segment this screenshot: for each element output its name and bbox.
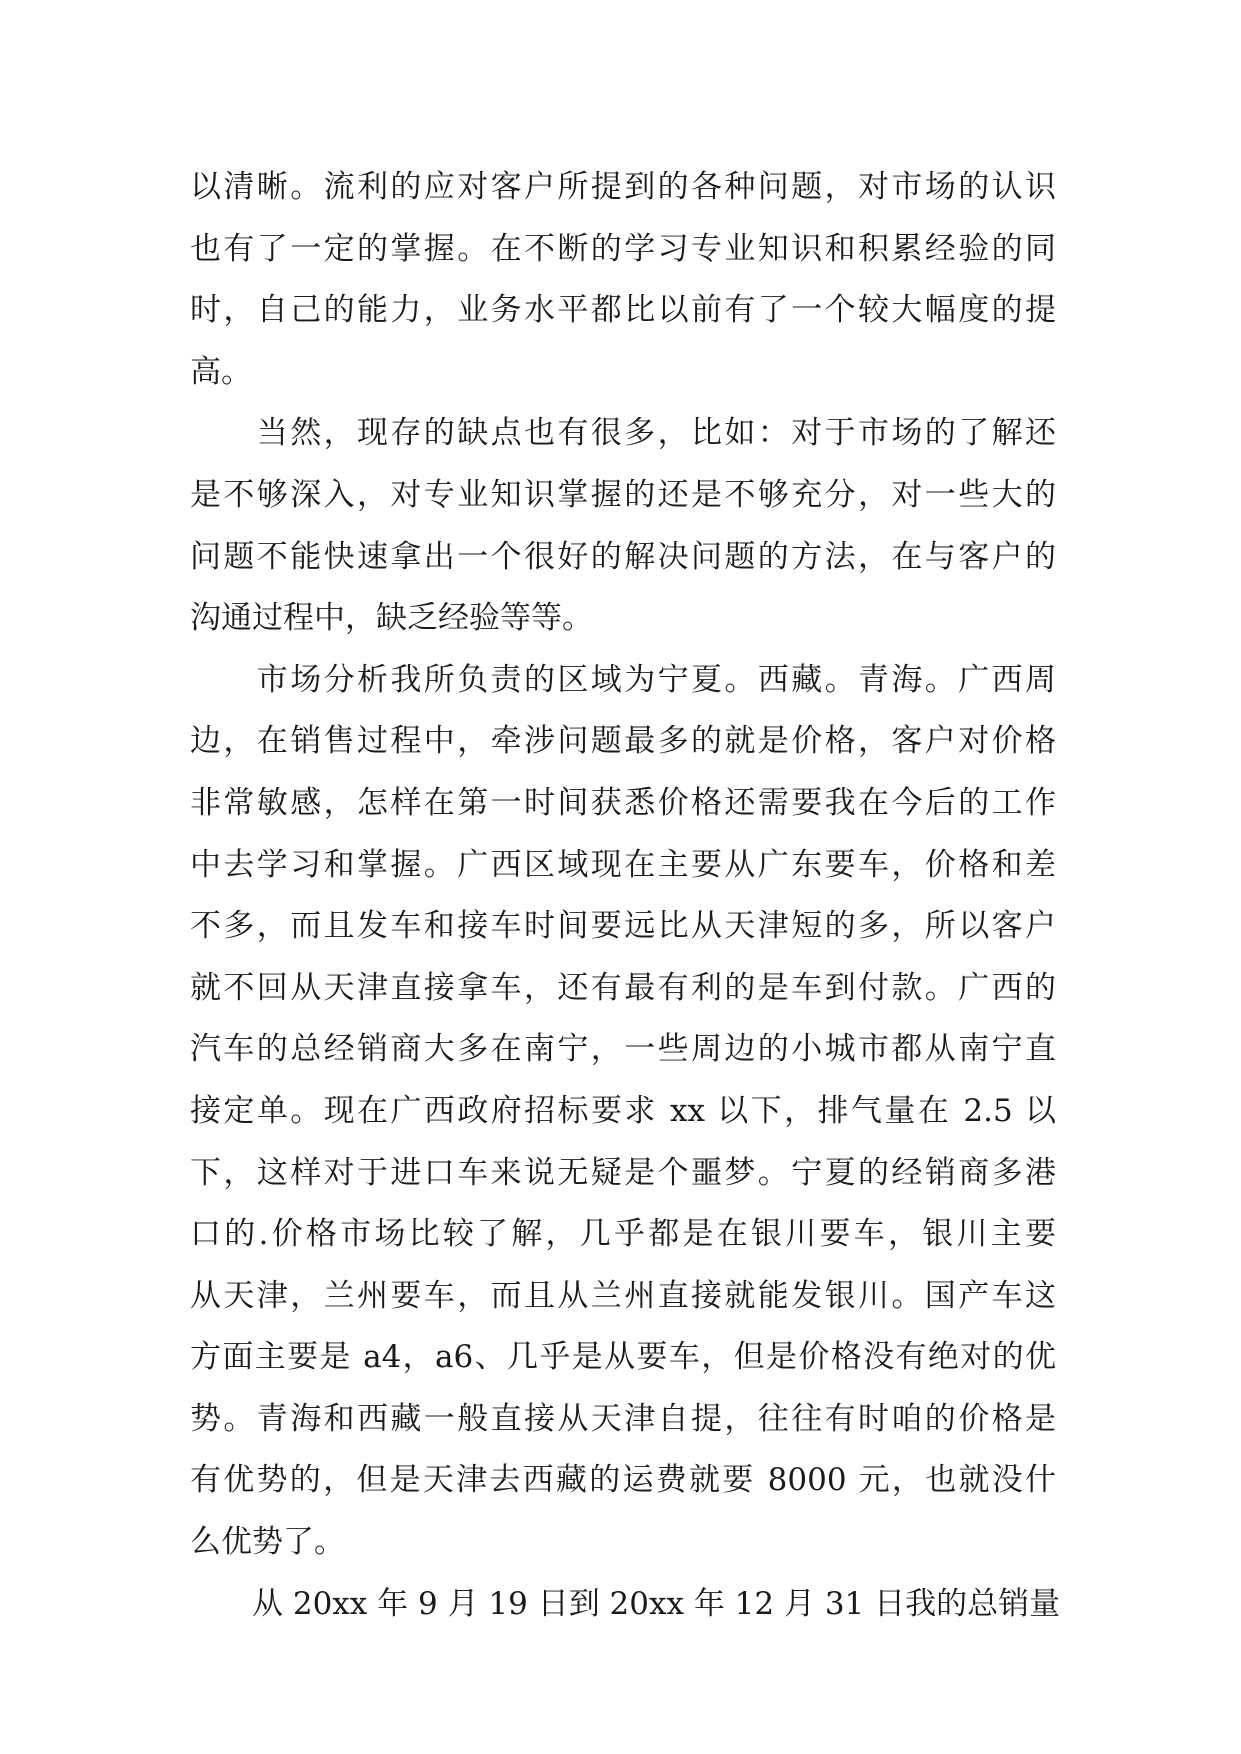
text-line: 当然，现存的缺点也有很多，比如：对于市场的了解还 — [190, 415, 1056, 452]
text-line: 就不回从天津直接拿车，还有最有利的是车到付款。广西的 — [190, 969, 1056, 1006]
text-line: 汽车的总经销商大多在南宁，一些周边的小城市都从南宁直 — [190, 1031, 1056, 1068]
text-line: 中去学习和掌握。广西区域现在主要从广东要车，价格和差 — [190, 846, 1056, 883]
text-line: 不多，而且发车和接车时间要远比从天津短的多，所以客户 — [190, 908, 1056, 945]
text-line: 么优势了。 — [190, 1524, 345, 1561]
text-line: 有优势的，但是天津去西藏的运费就要 8000 元，也就没什 — [190, 1462, 1056, 1499]
text-line: 边，在销售过程中，牵涉问题最多的就是价格，客户对价格 — [190, 723, 1056, 760]
text-line: 是不够深入，对专业知识掌握的还是不够充分，对一些大的 — [190, 476, 1056, 513]
text-line: 高。 — [190, 353, 252, 390]
text-line: 沟通过程中，缺乏经验等等。 — [190, 600, 593, 637]
text-line: 市场分析我所负责的区域为宁夏。西藏。青海。广西周 — [190, 661, 1056, 698]
text-line: 也有了一定的掌握。在不断的学习专业知识和积累经验的同 — [190, 230, 1056, 267]
body-text — [190, 157, 1061, 1635]
text-line: 接定单。现在广西政府招标要求 xx 以下，排气量在 2.5 以 — [190, 1092, 1056, 1129]
text-line: 时，自己的能力，业务水平都比以前有了一个较大幅度的提 — [190, 292, 1056, 329]
text-line: 下，这样对于进口车来说无疑是个噩梦。宁夏的经销商多港 — [190, 1154, 1056, 1191]
text-line: 口的.价格市场比较了解，几乎都是在银川要车，银川主要 — [190, 1216, 1056, 1253]
text-line: 方面主要是 a4，a6、几乎是从要车，但是价格没有绝对的优 — [190, 1339, 1056, 1376]
text-line: 从 20xx 年 9 月 19 日到 20xx 年 12 月 31 日我的总销量 — [190, 1585, 1061, 1622]
text-line: 问题不能快速拿出一个很好的解决问题的方法，在与客户的 — [190, 538, 1056, 575]
text-line: 非常敏感，怎样在第一时间获悉价格还需要我在今后的工作 — [190, 784, 1056, 821]
text-line: 从天津，兰州要车，而且从兰州直接就能发银川。国产车这 — [190, 1277, 1056, 1314]
text-line: 势。青海和西藏一般直接从天津自提，往往有时咱的价格是 — [190, 1400, 1056, 1437]
text-line: 以清晰。流利的应对客户所提到的各种问题，对市场的认识 — [190, 169, 1056, 205]
